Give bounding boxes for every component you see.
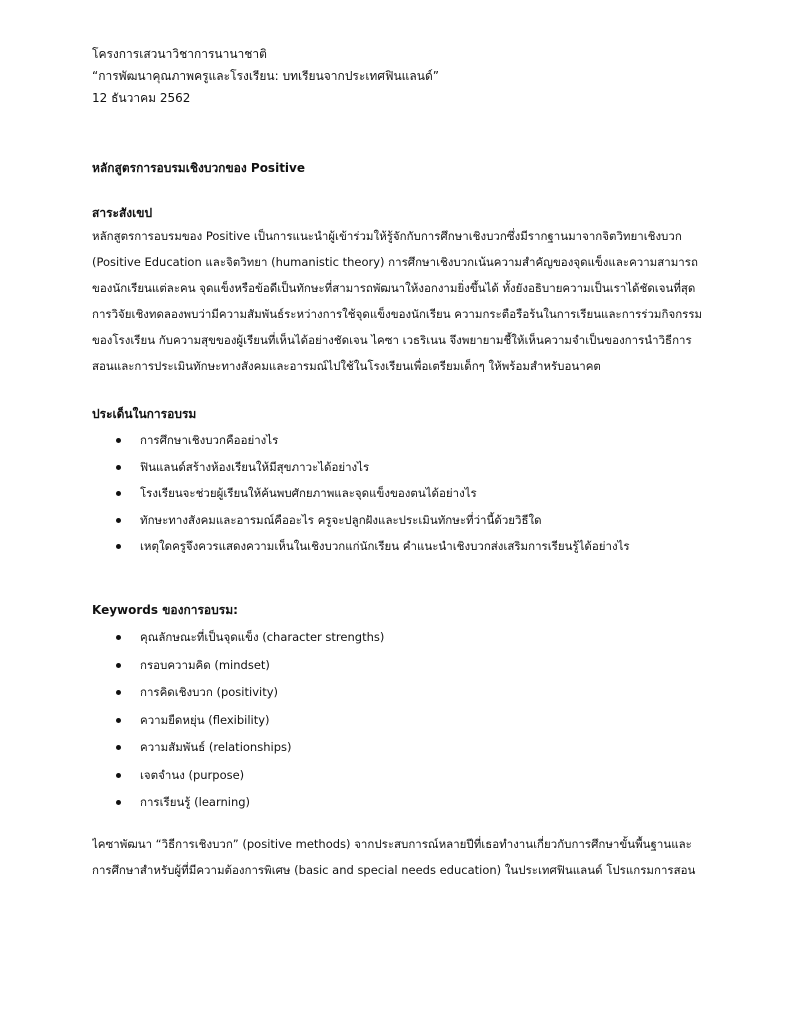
bullet-icon xyxy=(116,491,121,496)
keywords-heading: Keywords ของการอบรม: xyxy=(92,603,238,617)
summary-line: ของนักเรียนแต่ละคน จุดแข็งหรือข้อดีเป็นทักษะที่สามารถพัฒนาให้งอกงามยิ่งขึ้นได้ ทั้งยังอธิบายความเป็นเราได้ชัดเจนที่สุด xyxy=(92,281,696,295)
list-item-text: เหตุใดครูจึงควรแสดงความเห็นในเชิงบวกแก่นักเรียน คำแนะนำเชิงบวกส่งเสริมการเรียนรู้ได้อย่างไร xyxy=(140,539,630,553)
bullet-icon xyxy=(116,690,121,695)
summary-paragraph xyxy=(92,228,731,384)
list-item-text: คุณลักษณะที่เป็นจุดแข็ง (character strengths) xyxy=(140,630,385,644)
bullet-icon xyxy=(116,663,121,668)
course-title: หลักสูตรการอบรมเชิงบวกของ Positive xyxy=(92,161,305,175)
list-item xyxy=(116,538,751,565)
event-name: โครงการเสวนาวิชาการนานาชาติ xyxy=(92,47,267,61)
list-item xyxy=(116,485,751,512)
summary-line: หลักสูตรการอบรมของ Positive เป็นการแนะนำผู้เข้าร่วมให้รู้จักกับการศึกษาเชิงบวกซึ่งมีรากฐานมาจากจิตวิทยาเชิงบวก xyxy=(92,229,682,243)
list-item-text: ทักษะทางสังคมและอารมณ์คืออะไร ครูจะปลูกฝังและประเมินทักษะที่ว่านี้ด้วยวิธีใด xyxy=(140,512,542,527)
list-item xyxy=(116,794,751,822)
event-subtitle: “การพัฒนาคุณภาพครูและโรงเรียน: บทเรียนจากประเทศฟินแลนด์” xyxy=(92,69,439,83)
bullet-icon xyxy=(116,465,121,470)
list-item-text: ความสัมพันธ์ (relationships) xyxy=(140,740,292,754)
list-item-text: การศึกษาเชิงบวกคืออย่างไร xyxy=(140,433,279,447)
summary-line: การวิจัยเชิงทดลองพบว่ามีความสัมพันธ์ระหว่างการใช้จุดแข็งของนักเรียน ความกระตือรือร้นในการเรียนและการร่วมกิจกรรม xyxy=(92,307,703,321)
summary-heading: สาระสังเขป xyxy=(92,206,153,220)
bullet-icon xyxy=(116,635,121,640)
list-item-text: โรงเรียนจะช่วยผู้เรียนให้ค้นพบศักยภาพและจุดแข็งของตนได้อย่างไร xyxy=(140,486,477,500)
list-item-text: กรอบความคิด (mindset) xyxy=(140,657,270,672)
list-item-text: เจตจำนง (purpose) xyxy=(140,767,245,782)
bullet-icon xyxy=(116,800,121,805)
list-item xyxy=(116,712,751,740)
list-item-text: การคิดเชิงบวก (positivity) xyxy=(140,685,278,699)
list-item xyxy=(116,512,751,539)
bullet-icon xyxy=(116,773,121,778)
list-item-text: ความยืดหยุ่น (flexibility) xyxy=(140,712,270,727)
bullet-icon xyxy=(116,544,121,549)
list-item-text: ฟินแลนด์สร้างห้องเรียนให้มีสุขภาวะได้อย่างไร xyxy=(140,459,370,474)
topics-heading: ประเด็นในการอบรม xyxy=(92,407,197,421)
bullet-icon xyxy=(116,718,121,723)
summary-line: (Positive Education และจิตวิทยา (humanistic theory) การศึกษาเชิงบวกเน้นความสำคัญของจุดแข็งและความสามารถ xyxy=(92,255,698,269)
bullet-icon xyxy=(116,518,121,523)
closing-paragraph xyxy=(92,836,731,888)
closing-line: การศึกษาสำหรับผู้ที่มีความต้องการพิเศษ (basic and special needs education) ในประเทศฟินแลนด์ โปรแกรมการสอน xyxy=(92,863,696,877)
list-item-text: การเรียนรู้ (learning) xyxy=(140,795,251,809)
keywords-list xyxy=(116,629,751,822)
bullet-icon xyxy=(116,745,121,750)
summary-line: ของโรงเรียน กับความสุขของผู้เรียนที่เห็นได้อย่างชัดเจน ไคซา เวธริเนน จึงพยายามชี้ให้เห็นความจำเป็นของการนำวิธีการ xyxy=(92,333,692,347)
event-header xyxy=(92,46,731,112)
bullet-icon xyxy=(116,438,121,443)
list-item xyxy=(116,767,751,795)
topics-list xyxy=(116,432,751,565)
list-item xyxy=(116,629,751,657)
list-item xyxy=(116,684,751,712)
list-item xyxy=(116,459,751,486)
list-item xyxy=(116,657,751,685)
event-date: 12 ธันวาคม 2562 xyxy=(92,91,191,105)
closing-line: ไคซาพัฒนา “วิธีการเชิงบวก” (positive methods) จากประสบการณ์หลายปีที่เธอทำงานเกี่ยวกับการศึกษาขั้นพื้นฐานและ xyxy=(92,837,692,851)
summary-line: สอนและการประเมินทักษะทางสังคมและอารมณ์ไปใช้ในโรงเรียนเพื่อเตรียมเด็กๆ ให้พร้อมสำหรับอนาคต xyxy=(92,359,601,373)
list-item xyxy=(116,739,751,767)
list-item xyxy=(116,432,751,459)
